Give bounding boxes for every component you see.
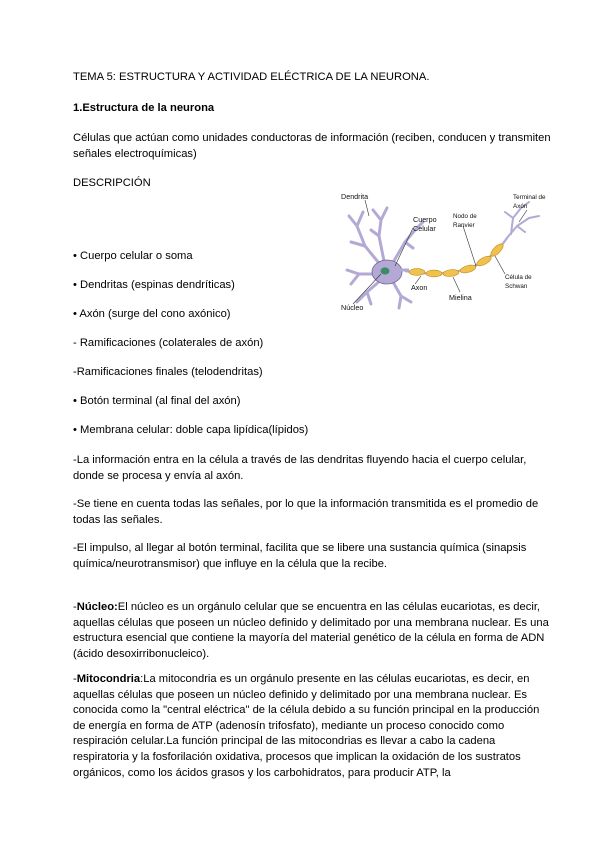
label-cuerpo: Cuerpo bbox=[413, 215, 437, 224]
list-item: -Ramificaciones finales (telodendritas) bbox=[73, 366, 263, 378]
label-ranvier: Ranvier bbox=[453, 222, 475, 229]
mitocondria-text: :La mitocondria es un orgánulo presente en las células eucariotas, es decir, en aquellas células que poseen un núcleo definido y delimitado por una membrana nuclear. Es conocida como la "central eléctrica" de la célula debido a su función principal en la producción de energía en forma de ATP (adenosín trifosfato), mediante un proceso conocido como respiración celular.La función principal de las mitocondrias es llevar a cabo la cadena respiratoria y la fosforilación oxidativa, procesos que implican la oxidación de los sustratos orgánicos, como los ácidos grasos y los carbohidratos, para producir ATP, la bbox=[73, 673, 540, 779]
myelin-segment bbox=[475, 254, 492, 268]
myelin-sheath bbox=[409, 242, 505, 277]
dendrite-branch bbox=[349, 212, 383, 268]
pointer-line bbox=[453, 277, 460, 292]
list-item: - Ramificaciones (colaterales de axón) bbox=[73, 337, 264, 349]
myelin-segment bbox=[426, 270, 442, 277]
nucleo-text: El núcleo es un orgánulo celular que se encuentra en las células eucariotas, es decir, aquellas células que poseen un núcleo definido y delimitado por una membrana nuclear. Es una estructura esencial que contiene la mayoría del material genético de la célula en forma de ADN (ácido desoxirribonucleico). bbox=[73, 601, 549, 660]
paragraph-info-flow: -La información entra en la célula a través de las dendritas fluyendo hacia el cuerpo celular, donde se procesa y envía al axón. bbox=[73, 454, 527, 482]
pointer-line bbox=[463, 226, 476, 266]
nucleus-shape bbox=[381, 267, 390, 274]
list-item: • Dendritas (espinas dendríticas) bbox=[73, 279, 235, 291]
description-label: DESCRIPCIÓN bbox=[73, 177, 151, 189]
paragraph-nucleo bbox=[73, 600, 551, 662]
myelin-segment bbox=[409, 269, 425, 276]
document-title: TEMA 5: ESTRUCTURA Y ACTIVIDAD ELÉCTRICA DE LA NEURONA. bbox=[73, 71, 430, 83]
list-item: • Cuerpo celular o soma bbox=[73, 250, 193, 262]
label-mielina: Mielina bbox=[449, 293, 472, 302]
label-terminal-axon: Axón bbox=[513, 203, 528, 210]
label-axon: Axon bbox=[411, 283, 428, 292]
dendrite-branch bbox=[357, 280, 381, 304]
myelin-segment bbox=[443, 269, 460, 277]
paragraph-signal-average: -Se tiene en cuenta todas las señales, por lo que la información transmitida es el promedio de todas las señales. bbox=[73, 498, 539, 526]
paragraph-mitocondria bbox=[73, 672, 551, 781]
label-nodo: Nodo de bbox=[453, 213, 477, 220]
section-heading: 1.Estructura de la neurona bbox=[73, 102, 215, 114]
myelin-segment bbox=[459, 264, 476, 275]
nucleo-prefix: - bbox=[73, 601, 77, 613]
mitocondria-term: Mitocondria bbox=[76, 673, 141, 685]
myelin-segment bbox=[489, 242, 505, 258]
dendrites-group bbox=[347, 208, 423, 308]
list-item: • Membrana celular: doble capa lipídica(lípidos) bbox=[73, 424, 309, 436]
label-dendrita: Dendrita bbox=[341, 192, 369, 201]
intro-paragraph: Células que actúan como unidades conductoras de información (reciben, conducen y transmiten señales electroquímicas) bbox=[73, 132, 551, 160]
label-nucleo: Núcleo bbox=[341, 303, 364, 312]
dendrite-branch bbox=[393, 282, 411, 308]
label-celula: Célula de bbox=[505, 274, 532, 281]
nucleo-term: Núcleo: bbox=[76, 601, 118, 613]
label-schwan: Schwan bbox=[505, 283, 528, 290]
pointer-line bbox=[495, 256, 505, 274]
label-terminal: Terminal de bbox=[513, 194, 546, 201]
mitocondria-prefix: - bbox=[73, 673, 77, 685]
list-item: • Botón terminal (al final del axón) bbox=[73, 395, 241, 407]
neuron-diagram bbox=[335, 186, 565, 320]
pointer-line bbox=[365, 200, 369, 216]
list-item: • Axón (surge del cono axónico) bbox=[73, 308, 231, 320]
label-celular: Celular bbox=[413, 224, 436, 233]
paragraph-impulse: -El impulso, al llegar al botón terminal, facilita que se libere una sustancia química (sinapsis química/neurotransmisor) que influye en la célula que la recibe. bbox=[73, 542, 527, 570]
